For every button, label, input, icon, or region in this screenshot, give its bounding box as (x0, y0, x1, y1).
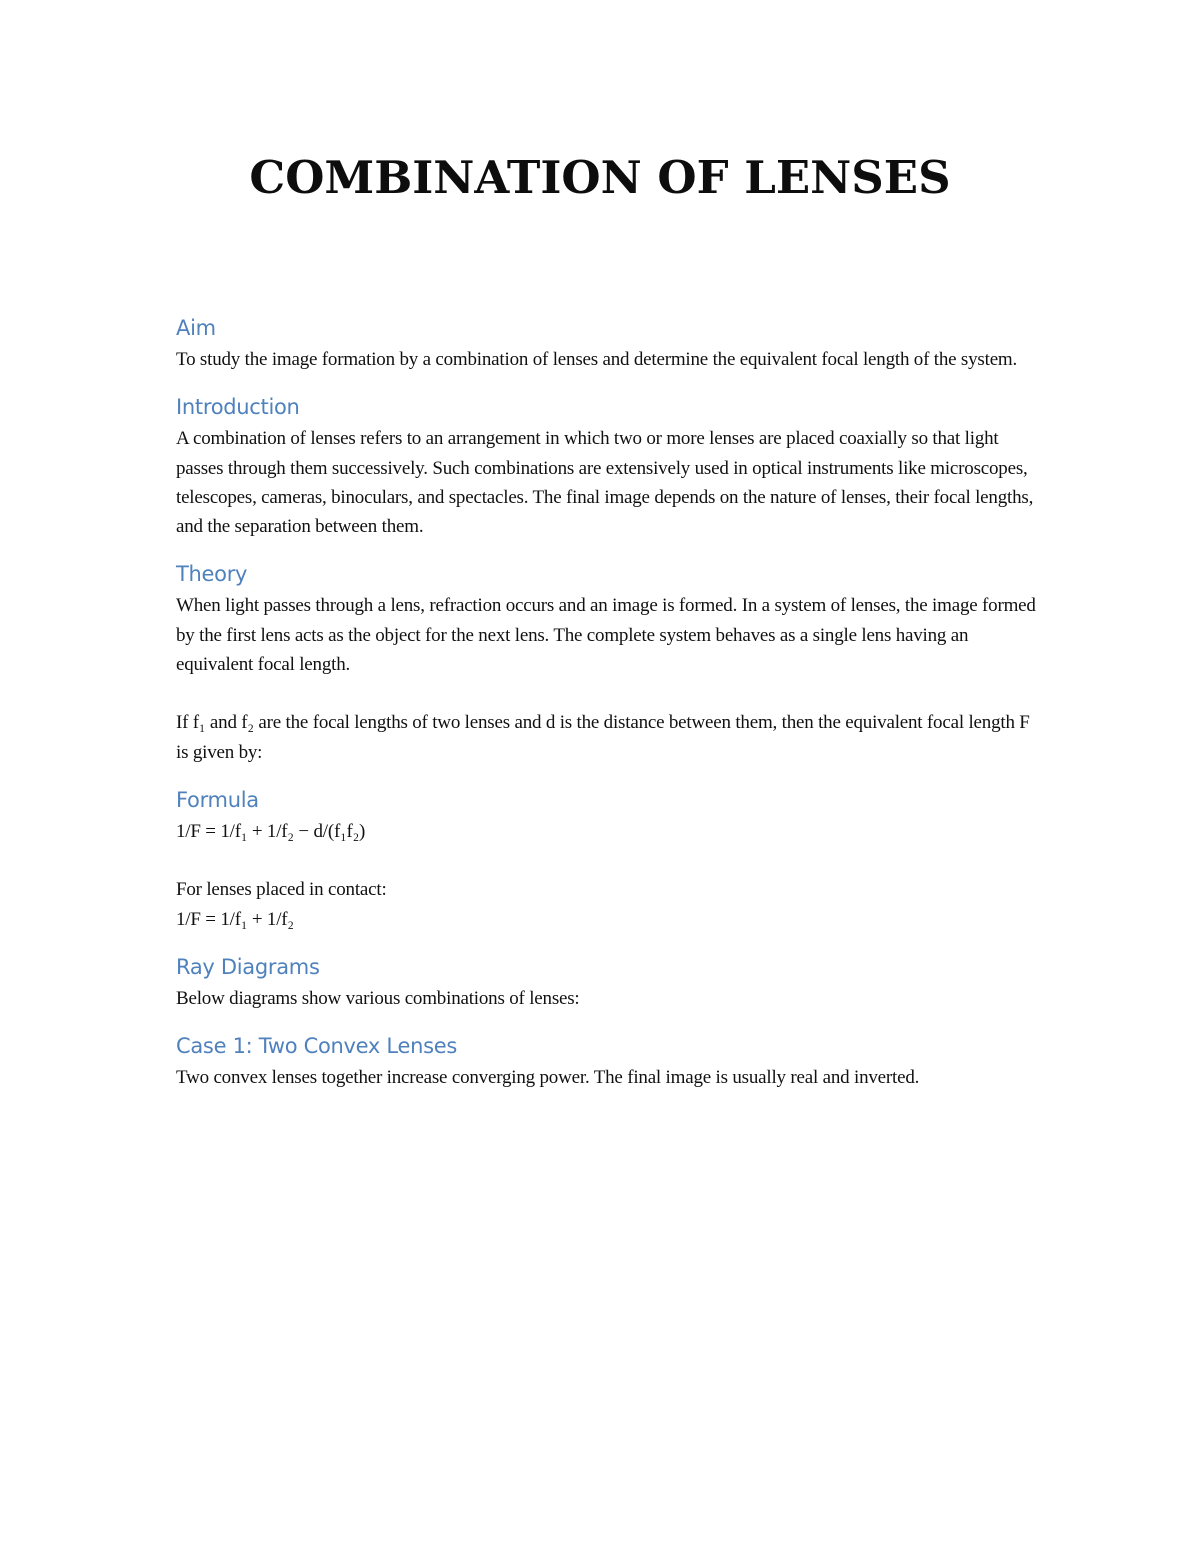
paragraph-gap (176, 679, 1036, 708)
introduction-text: A combination of lenses refers to an arrangement in which two or more lenses are placed coaxially so that light passes through them successively. Such combinations are extensively used in optical instruments like microscopes, telescopes, cameras, binoculars, and spectacles. The final image depends on the nature of lenses, their focal lengths, and the separation between them. (176, 428, 1034, 538)
introduction-section (176, 391, 1036, 541)
case1-heading: Case 1: Two Convex Lenses (176, 1034, 457, 1059)
theory-text-2: If f₁ and f₂ are the focal lengths of two lenses and d is the distance between them, then the equivalent focal length F is given by: (176, 712, 1030, 763)
aim-text: To study the image formation by a combination of lenses and determine the equivalent focal length of the system. (176, 349, 1018, 370)
theory-text-1: When light passes through a lens, refraction occurs and an image is formed. In a system of lenses, the image formed by the first lens acts as the object for the next lens. The complete system behaves as a single lens having an equivalent focal length. (176, 595, 1036, 676)
case1-section (176, 1030, 1036, 1092)
document-title: COMBINATION OF LENSES (249, 151, 951, 204)
theory-section (176, 558, 1036, 766)
document-body (176, 312, 1036, 1092)
introduction-heading: Introduction (176, 395, 300, 420)
theory-heading: Theory (176, 562, 248, 587)
ray-diagrams-heading: Ray Diagrams (176, 954, 320, 979)
aim-heading: Aim (176, 316, 216, 340)
ray-diagrams-section (176, 951, 1036, 1013)
case1-text: Two convex lenses together increase converging power. The final image is usually real and inverted. (176, 1067, 920, 1089)
formula-general: 1/F = 1/f₁ + 1/f₂ − d/(f₁f₂) (176, 820, 366, 842)
formula-section (176, 784, 1036, 934)
formula-contact-label: For lenses placed in contact: (176, 879, 387, 901)
aim-section (176, 312, 1036, 374)
paragraph-gap (176, 846, 1036, 875)
formula-contact: 1/F = 1/f₁ + 1/f₂ (176, 908, 294, 930)
ray-diagrams-text: Below diagrams show various combinations of lenses: (176, 987, 580, 1009)
formula-heading: Formula (176, 787, 259, 812)
